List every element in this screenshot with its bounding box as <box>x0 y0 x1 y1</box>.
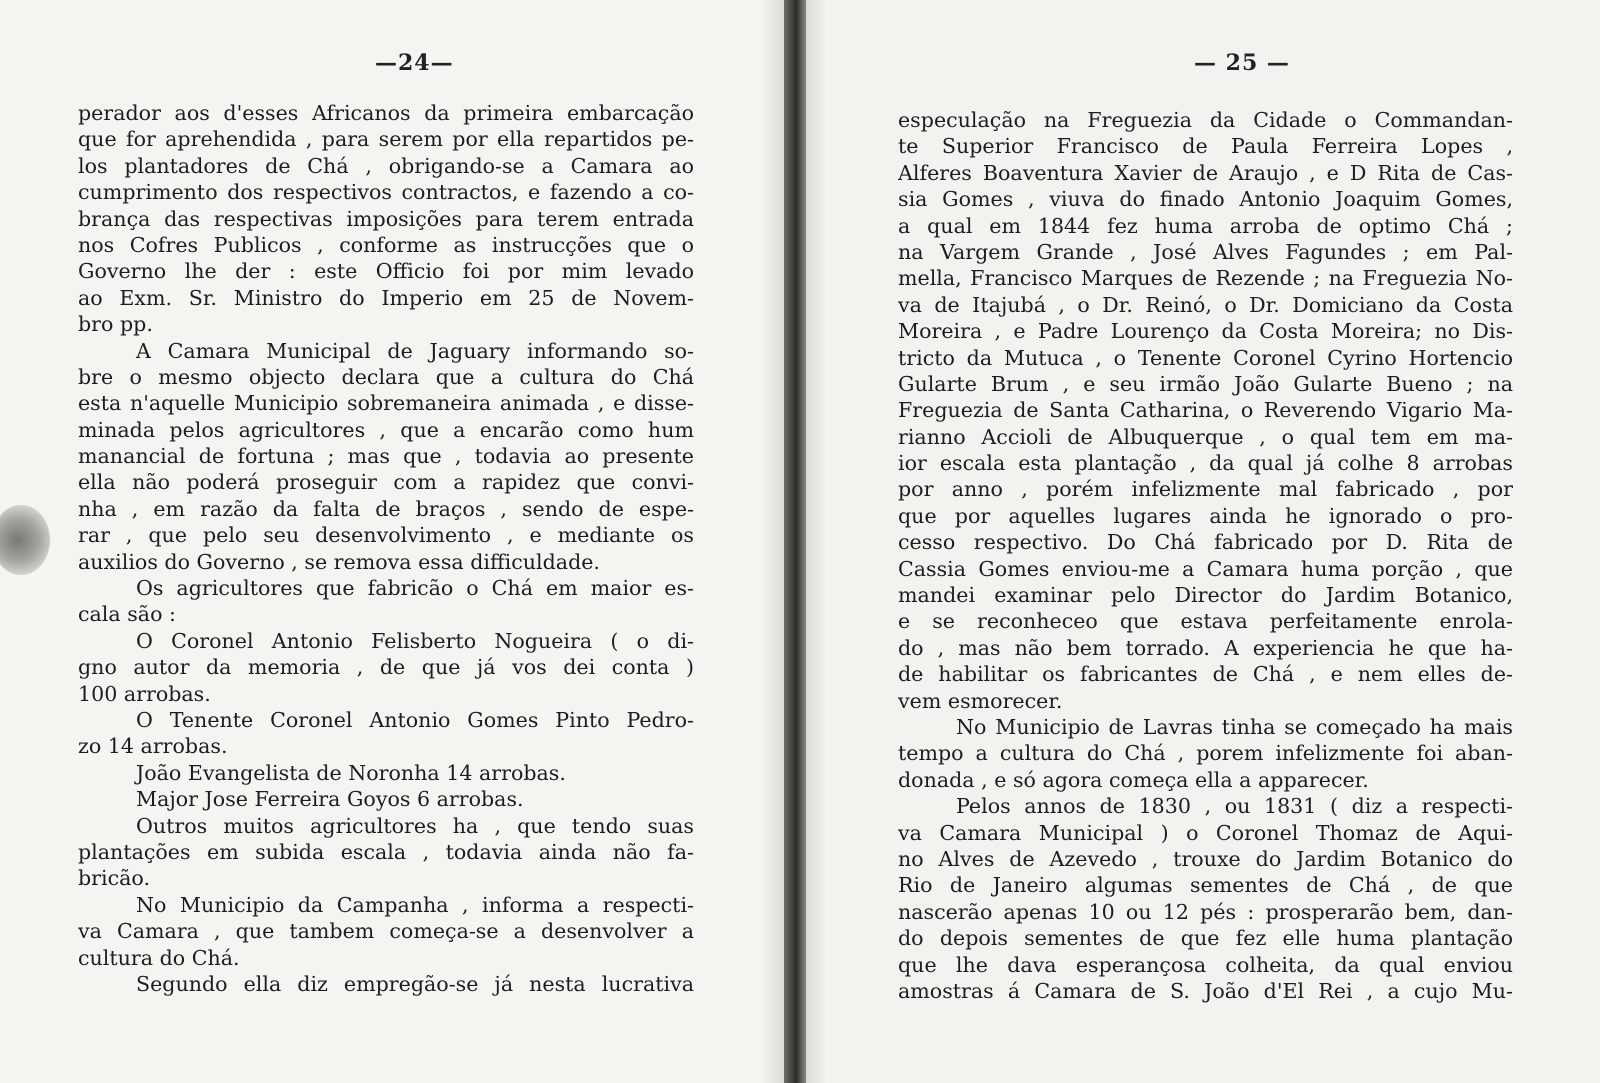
page-shadow-right <box>806 0 826 1083</box>
text-line: especulação na Freguezia da Cidade o Commandan- <box>898 108 1513 132</box>
text-line: Moreira , e Padre Lourenço da Costa Moreira; no Dis- <box>898 319 1513 344</box>
text-line: minada pelos agricultores , que a encarão como hum <box>78 417 694 442</box>
text-line: nha , em razão da falta de braços , sendo de espe- <box>78 496 694 521</box>
left-page-number: —24— <box>375 50 454 76</box>
text-line: João Evangelista de Noronha 14 arrobas. <box>136 760 566 785</box>
text-line: no Alves de Azevedo , trouxe do Jardim Botanico do <box>898 846 1513 871</box>
text-line: O Coronel Antonio Felisberto Nogueira ( o di- <box>136 628 694 653</box>
left-page-text <box>78 100 694 997</box>
text-line: bricão. <box>78 866 151 891</box>
paper-damage-hole <box>0 505 50 575</box>
text-line: de habilitar os fabricantes de Chá , e nem elles de- <box>898 662 1513 687</box>
left-page <box>0 0 784 1083</box>
text-line: amostras á Camara de S. João d'El Rei , a cujo Mu- <box>898 978 1513 1003</box>
text-line: donada , e só agora começa ella a apparecer. <box>898 767 1369 792</box>
text-line: Pelos annos de 1830 , ou 1831 ( diz a respecti- <box>956 794 1513 819</box>
right-page <box>806 0 1600 1083</box>
text-line: va Camara Municipal ) o Coronel Thomaz de Aqui- <box>898 820 1513 845</box>
right-page-number: — 25 — <box>1194 50 1290 76</box>
text-line: por anno , porém infelizmente mal fabricado , por <box>898 477 1513 502</box>
text-line: que for aprehendida , para serem por ella repartidos pe- <box>78 127 694 152</box>
text-line: A Camara Municipal de Jaguary informando so- <box>136 338 694 363</box>
text-line: brança das respectivas imposições para terem entrada <box>78 206 694 231</box>
text-line: los plantadores de Chá , obrigando-se a Camara ao <box>78 153 694 178</box>
text-line: mandei examinar pelo Director do Jardim Botanico, <box>898 583 1513 608</box>
text-line: nascerão apenas 10 ou 12 pés : prosperarão bem, dan- <box>898 899 1513 924</box>
text-line: No Municipio de Lavras tinha se começado ha mais <box>956 714 1513 739</box>
text-line: Gularte Brum , e seu irmão João Gularte Bueno ; na <box>898 371 1513 396</box>
text-line: bro pp. <box>78 312 153 337</box>
text-line: do , mas não bem torrado. A experiencia he que ha- <box>898 635 1513 660</box>
text-line: perador aos d'esses Africanos da primeira embarcação <box>78 101 694 125</box>
text-line: Rio de Janeiro algumas sementes de Chá , de que <box>898 873 1513 898</box>
text-line: do depois sementes de que fez elle huma plantação <box>898 926 1513 951</box>
text-line: tricto da Mutuca , o Tenente Coronel Cyrino Hortencio <box>898 345 1513 370</box>
text-line: e se reconheceo que estava perfeitamente enrola- <box>898 609 1513 634</box>
text-line: Segundo ella diz empregão-se já nesta lucrativa <box>136 971 694 996</box>
text-line: que lhe dava esperançosa colheita, da qual enviou <box>898 952 1513 977</box>
text-line: ior escala esta plantação , da qual já colhe 8 arrobas <box>898 451 1513 476</box>
text-line: cala são : <box>78 602 176 627</box>
text-line: que por aquelles lugares ainda he ignorado o pro- <box>898 503 1513 528</box>
text-line: vem esmorecer. <box>898 688 1063 713</box>
text-line: esta n'aquelle Municipio sobremaneira animada , e disse- <box>78 391 694 416</box>
text-line: tempo a cultura do Chá , porem infelizmente foi aban- <box>898 741 1513 766</box>
text-line: a qual em 1844 fez huma arroba de optimo Chá ; <box>898 213 1513 238</box>
text-line: Cassia Gomes enviou-me a Camara huma porção , que <box>898 556 1513 581</box>
text-line: mella, Francisco Marques de Rezende ; na Freguezia No- <box>898 266 1513 291</box>
text-line: zo 14 arrobas. <box>78 734 228 759</box>
text-line: No Municipio da Campanha , informa a respecti- <box>136 892 694 917</box>
text-line: gno autor da memoria , de que já vos dei conta ) <box>78 655 694 680</box>
book-gutter <box>784 0 806 1083</box>
text-line: plantações em subida escala , todavia ainda não fa- <box>78 839 694 864</box>
text-line: Governo lhe der : este Officio foi por mim levado <box>78 259 694 284</box>
text-line: cumprimento dos respectivos contractos, e fazendo a co- <box>78 180 694 205</box>
text-line: va Camara , que tambem começa-se a desenvolver a <box>78 919 694 944</box>
text-line: cesso respectivo. Do Chá fabricado por D. Rita de <box>898 530 1513 555</box>
text-line: Major Jose Ferreira Goyos 6 arrobas. <box>136 787 524 812</box>
text-line: va de Itajubá , o Dr. Reinó, o Dr. Domiciano da Costa <box>898 292 1513 317</box>
text-line: sia Gomes , viuva do finado Antonio Joaquim Gomes, <box>898 187 1513 212</box>
right-page-text <box>898 107 1513 1004</box>
text-line: bre o mesmo objecto declara que a cultura do Chá <box>78 364 694 389</box>
text-line: ao Exm. Sr. Ministro do Imperio em 25 de Novem- <box>78 285 694 310</box>
text-line: ella não poderá proseguir com a rapidez que convi- <box>78 470 694 495</box>
page-shadow-left <box>760 0 784 1083</box>
text-line: Alferes Boaventura Xavier de Araujo , e D Rita de Cas- <box>898 160 1513 185</box>
text-line: Outros muitos agricultores ha , que tendo suas <box>136 813 694 838</box>
text-line: te Superior Francisco de Paula Ferreira Lopes , <box>898 134 1513 159</box>
text-line: na Vargem Grande , José Alves Fagundes ; em Pal- <box>898 239 1513 264</box>
text-line: rar , que pelo seu desenvolvimento , e mediante os <box>78 523 694 548</box>
text-line: Freguezia de Santa Catharina, o Reverendo Vigario Ma- <box>898 398 1513 423</box>
text-line: nos Cofres Publicos , conforme as instrucções que o <box>78 232 694 257</box>
text-line: cultura do Chá. <box>78 945 240 970</box>
text-line: Os agricultores que fabricão o Chá em maior es- <box>136 576 694 601</box>
text-line: 100 arrobas. <box>78 681 211 706</box>
text-line: manancial de fortuna ; mas que , todavia ao presente <box>78 444 694 469</box>
text-line: auxilios do Governo , se remova essa difficuldade. <box>78 549 600 574</box>
text-line: O Tenente Coronel Antonio Gomes Pinto Pedro- <box>136 707 694 732</box>
text-line: rianno Accioli de Albuquerque , o qual tem em ma- <box>898 424 1513 449</box>
